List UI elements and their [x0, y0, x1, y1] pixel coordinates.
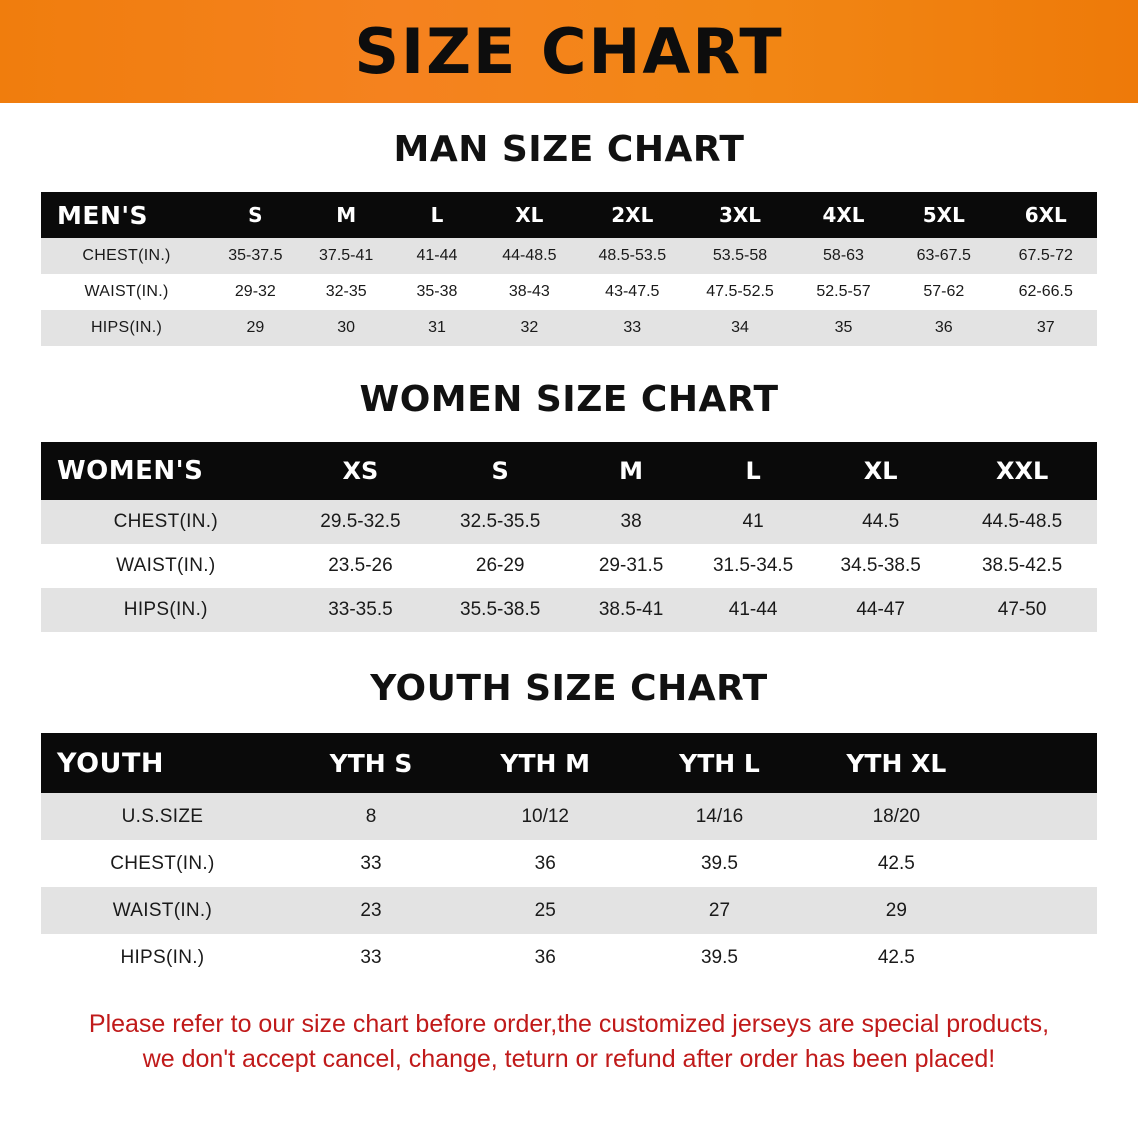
table-row [41, 588, 1097, 632]
women-header-label: WOMEN'S [41, 442, 291, 500]
youth-size-table-wrapper [41, 733, 1097, 981]
table-row [41, 500, 1097, 544]
women-cell: 35.5-38.5 [430, 588, 570, 632]
youth-cell: 18/20 [807, 793, 987, 840]
youth-cell: 27 [632, 887, 806, 934]
man-size-header: S [212, 192, 299, 238]
page-banner [0, 0, 1138, 103]
youth-cell: 42.5 [807, 840, 987, 887]
women-table-header-row [41, 442, 1097, 500]
youth-cell: 29 [807, 887, 987, 934]
youth-size-header: YTH XL [807, 733, 987, 793]
women-size-header: XL [814, 442, 947, 500]
man-size-header: 5XL [893, 192, 994, 238]
women-cell: 44.5-48.5 [947, 500, 1097, 544]
youth-cell: 36 [458, 840, 632, 887]
women-cell: 29-31.5 [570, 544, 692, 588]
youth-cell: 39.5 [632, 934, 806, 981]
youth-table-header-row [41, 733, 1097, 793]
man-cell: 38-43 [480, 274, 578, 310]
table-row [41, 310, 1097, 346]
women-cell: 38 [570, 500, 692, 544]
man-cell: 58-63 [794, 238, 893, 274]
youth-cell: 23 [284, 887, 458, 934]
man-cell: 43-47.5 [578, 274, 686, 310]
table-row [41, 238, 1097, 274]
youth-section-heading: YOUTH SIZE CHART [370, 668, 768, 709]
youth-row-label: CHEST(IN.) [41, 840, 284, 887]
women-cell: 44-47 [814, 588, 947, 632]
man-cell: 35 [794, 310, 893, 346]
youth-row-label: WAIST(IN.) [41, 887, 284, 934]
youth-header-label: YOUTH [41, 733, 284, 793]
disclaimer-note [40, 1007, 1098, 1076]
man-cell: 32-35 [299, 274, 394, 310]
table-row [41, 793, 1097, 840]
man-row-label: WAIST(IN.) [41, 274, 212, 310]
man-cell: 32 [480, 310, 578, 346]
man-cell: 31 [394, 310, 481, 346]
women-cell: 34.5-38.5 [814, 544, 947, 588]
women-cell: 33-35.5 [291, 588, 431, 632]
women-size-header: XS [291, 442, 431, 500]
women-cell: 26-29 [430, 544, 570, 588]
youth-size-header: YTH M [458, 733, 632, 793]
man-section-heading: MAN SIZE CHART [393, 129, 745, 170]
women-cell: 31.5-34.5 [692, 544, 814, 588]
man-cell: 37 [994, 310, 1097, 346]
women-row-label: CHEST(IN.) [41, 500, 291, 544]
man-size-table [41, 192, 1097, 346]
man-row-label: CHEST(IN.) [41, 238, 212, 274]
women-cell: 41 [692, 500, 814, 544]
women-size-header: M [570, 442, 692, 500]
women-cell: 23.5-26 [291, 544, 431, 588]
women-cell: 41-44 [692, 588, 814, 632]
youth-cell: 33 [284, 840, 458, 887]
youth-size-header: YTH S [284, 733, 458, 793]
man-size-header: M [299, 192, 394, 238]
women-section-heading: WOMEN SIZE CHART [359, 379, 779, 420]
youth-cell: 25 [458, 887, 632, 934]
youth-cell: 10/12 [458, 793, 632, 840]
man-size-table-wrapper [41, 192, 1097, 346]
man-cell: 34 [686, 310, 794, 346]
women-cell: 44.5 [814, 500, 947, 544]
note-line-2: we don't accept cancel, change, teturn or refund after order has been placed! [142, 1044, 996, 1073]
man-cell: 35-37.5 [212, 238, 299, 274]
youth-size-header: YTH L [632, 733, 806, 793]
youth-cell: 42.5 [807, 934, 987, 981]
youth-cell: 36 [458, 934, 632, 981]
women-cell: 47-50 [947, 588, 1097, 632]
youth-cell: 8 [284, 793, 458, 840]
women-size-table-wrapper [41, 442, 1097, 632]
man-cell: 36 [893, 310, 994, 346]
man-cell: 53.5-58 [686, 238, 794, 274]
man-table-header-row [41, 192, 1097, 238]
man-row-label: HIPS(IN.) [41, 310, 212, 346]
women-size-table [41, 442, 1097, 632]
man-size-header: XL [480, 192, 578, 238]
table-row [41, 274, 1097, 310]
youth-cell-spacer [986, 887, 1097, 934]
man-cell: 57-62 [893, 274, 994, 310]
women-cell: 32.5-35.5 [430, 500, 570, 544]
page-title: SIZE CHART [354, 14, 784, 88]
man-cell: 37.5-41 [299, 238, 394, 274]
youth-cell-spacer [986, 934, 1097, 981]
man-cell: 29-32 [212, 274, 299, 310]
man-cell: 30 [299, 310, 394, 346]
man-cell: 48.5-53.5 [578, 238, 686, 274]
man-cell: 62-66.5 [994, 274, 1097, 310]
man-cell: 35-38 [394, 274, 481, 310]
man-size-header: 3XL [686, 192, 794, 238]
man-size-header: L [394, 192, 481, 238]
man-cell: 63-67.5 [893, 238, 994, 274]
women-row-label: HIPS(IN.) [41, 588, 291, 632]
women-size-header: L [692, 442, 814, 500]
table-row [41, 887, 1097, 934]
man-cell: 47.5-52.5 [686, 274, 794, 310]
man-header-label: MEN'S [41, 192, 212, 238]
women-cell: 38.5-42.5 [947, 544, 1097, 588]
youth-cell: 14/16 [632, 793, 806, 840]
women-cell: 29.5-32.5 [291, 500, 431, 544]
youth-cell-spacer [986, 840, 1097, 887]
man-cell: 67.5-72 [994, 238, 1097, 274]
women-size-header: S [430, 442, 570, 500]
table-row [41, 934, 1097, 981]
table-row [41, 544, 1097, 588]
youth-header-spacer [986, 733, 1097, 793]
man-cell: 29 [212, 310, 299, 346]
women-row-label: WAIST(IN.) [41, 544, 291, 588]
women-size-header: XXL [947, 442, 1097, 500]
youth-row-label: U.S.SIZE [41, 793, 284, 840]
youth-row-label: HIPS(IN.) [41, 934, 284, 981]
note-line-1: Please refer to our size chart before order,the customized jerseys are special products, [88, 1010, 1050, 1038]
man-cell: 52.5-57 [794, 274, 893, 310]
man-size-header: 4XL [794, 192, 893, 238]
man-size-header: 6XL [994, 192, 1097, 238]
table-row [41, 840, 1097, 887]
man-cell: 44-48.5 [480, 238, 578, 274]
man-cell: 41-44 [394, 238, 481, 274]
man-size-header: 2XL [578, 192, 686, 238]
youth-size-table [41, 733, 1097, 981]
man-cell: 33 [578, 310, 686, 346]
youth-cell: 33 [284, 934, 458, 981]
women-cell: 38.5-41 [570, 588, 692, 632]
youth-cell-spacer [986, 793, 1097, 840]
youth-cell: 39.5 [632, 840, 806, 887]
